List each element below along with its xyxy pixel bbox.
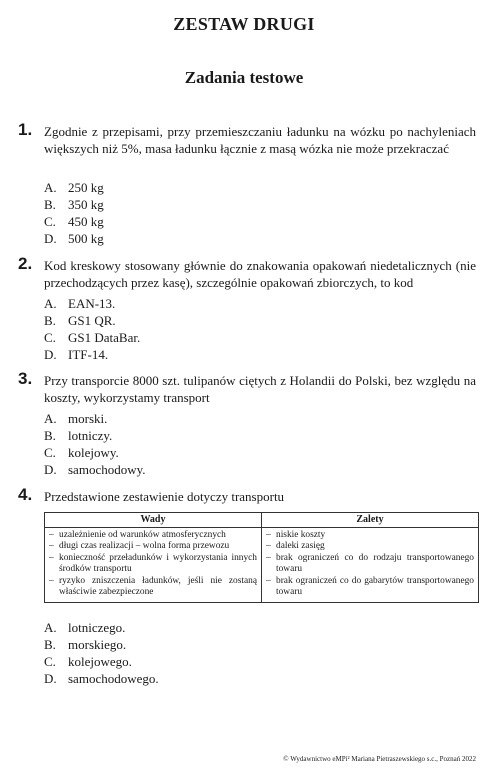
set-title: ZESTAW DRUGI: [173, 14, 315, 34]
answer-option[interactable]: [44, 444, 146, 461]
option-letter: D.: [44, 462, 57, 477]
option-text: ITF-14.: [68, 347, 109, 362]
answer-option[interactable]: [44, 410, 146, 427]
answer-option[interactable]: [44, 653, 159, 670]
option-letter: D.: [44, 231, 57, 246]
option-letter: D.: [44, 347, 57, 362]
option-letter: A.: [44, 296, 57, 311]
option-text: 250 kg: [68, 180, 104, 195]
wady-cell: [45, 527, 262, 602]
answer-option[interactable]: [44, 346, 140, 363]
copyright-footer: © Wydawnictwo eMPi² Mariana Pietraszewskiego s.c., Poznań 2022: [283, 755, 476, 763]
table-row: [45, 527, 479, 602]
question-number: 1.: [18, 120, 33, 139]
list-item: – ryzyko zniszczenia ładunków, jeśli nie zostaną właściwie zabezpieczone: [49, 576, 257, 599]
option-text: lotniczy.: [68, 428, 113, 443]
answer-option[interactable]: [44, 179, 104, 196]
option-letter: A.: [44, 180, 57, 195]
list-item: – niskie koszty: [266, 530, 474, 542]
option-text: kolejowy.: [68, 445, 119, 460]
option-text: 450 kg: [68, 214, 104, 229]
question-number: 4.: [18, 485, 33, 504]
answer-options: [44, 295, 140, 363]
section-title: Zadania testowe: [184, 68, 304, 87]
comparison-table: [44, 512, 479, 603]
option-text: GS1 DataBar.: [68, 330, 141, 345]
option-letter: B.: [44, 313, 56, 328]
answer-option[interactable]: [44, 461, 146, 478]
option-text: EAN-13.: [68, 296, 116, 311]
zalety-cell: [262, 527, 479, 602]
option-letter: C.: [44, 214, 56, 229]
option-text: 350 kg: [68, 197, 104, 212]
option-text: samochodowy.: [68, 462, 146, 477]
question-text: Kod kreskowy stosowany głównie do znakowania opakowań niedetalicznych (nie przechodzących przez kasę), szczególnie opakowań zbiorczych, to kod: [44, 258, 476, 290]
question-text: Przy transporcie 8000 szt. tulipanów ciętych z Holandii do Polski, bez względu na koszty, wykorzystamy transport: [44, 373, 476, 405]
option-letter: C.: [44, 330, 56, 345]
option-letter: B.: [44, 197, 56, 212]
option-text: 500 kg: [68, 231, 104, 246]
column-header-zalety: Zalety: [262, 513, 479, 528]
option-text: samochodowego.: [68, 671, 159, 686]
question-number: 2.: [18, 254, 33, 273]
answer-option[interactable]: [44, 427, 146, 444]
option-letter: A.: [44, 411, 57, 426]
question-text: Zgodnie z przepisami, przy przemieszczaniu ładunku na wózku po nachyleniach większych niż 5%, masa ładunku łącznie z masą wózka nie może przekraczać: [44, 124, 476, 156]
answer-options: [44, 619, 159, 687]
answer-option[interactable]: [44, 230, 104, 247]
column-header-wady: Wady: [45, 513, 262, 528]
answer-option[interactable]: [44, 213, 104, 230]
option-letter: D.: [44, 671, 57, 686]
answer-option[interactable]: [44, 636, 159, 653]
answer-option[interactable]: [44, 312, 140, 329]
question-text: Przedstawione zestawienie dotyczy transportu: [44, 489, 285, 504]
option-text: kolejowego.: [68, 654, 132, 669]
answer-option[interactable]: [44, 670, 159, 687]
list-item: – brak ograniczeń co do rodzaju transportowanego towaru: [266, 553, 474, 576]
list-item: – brak ograniczeń co do gabarytów transportowanego towaru: [266, 576, 474, 599]
option-text: morski.: [68, 411, 108, 426]
option-letter: C.: [44, 654, 56, 669]
question-number: 3.: [18, 369, 33, 388]
zalety-list: [266, 530, 474, 599]
answer-option[interactable]: [44, 329, 140, 346]
answer-option[interactable]: [44, 295, 140, 312]
option-letter: B.: [44, 637, 56, 652]
answer-options: [44, 410, 146, 478]
answer-option[interactable]: [44, 196, 104, 213]
option-text: GS1 QR.: [68, 313, 116, 328]
option-letter: B.: [44, 428, 56, 443]
list-item: – uzależnienie od warunków atmosferycznych: [49, 530, 257, 542]
table-header-row: [45, 513, 479, 528]
option-text: morskiego.: [68, 637, 127, 652]
answer-options: [44, 179, 104, 247]
list-item: – konieczność przeładunków i wykorzystania innych środków transportu: [49, 553, 257, 576]
list-item: – daleki zasięg: [266, 541, 474, 553]
wady-list: [49, 530, 257, 599]
option-letter: A.: [44, 620, 57, 635]
answer-option[interactable]: [44, 619, 159, 636]
list-item: – długi czas realizacji – wolna forma przewozu: [49, 541, 257, 553]
option-letter: C.: [44, 445, 56, 460]
option-text: lotniczego.: [68, 620, 126, 635]
